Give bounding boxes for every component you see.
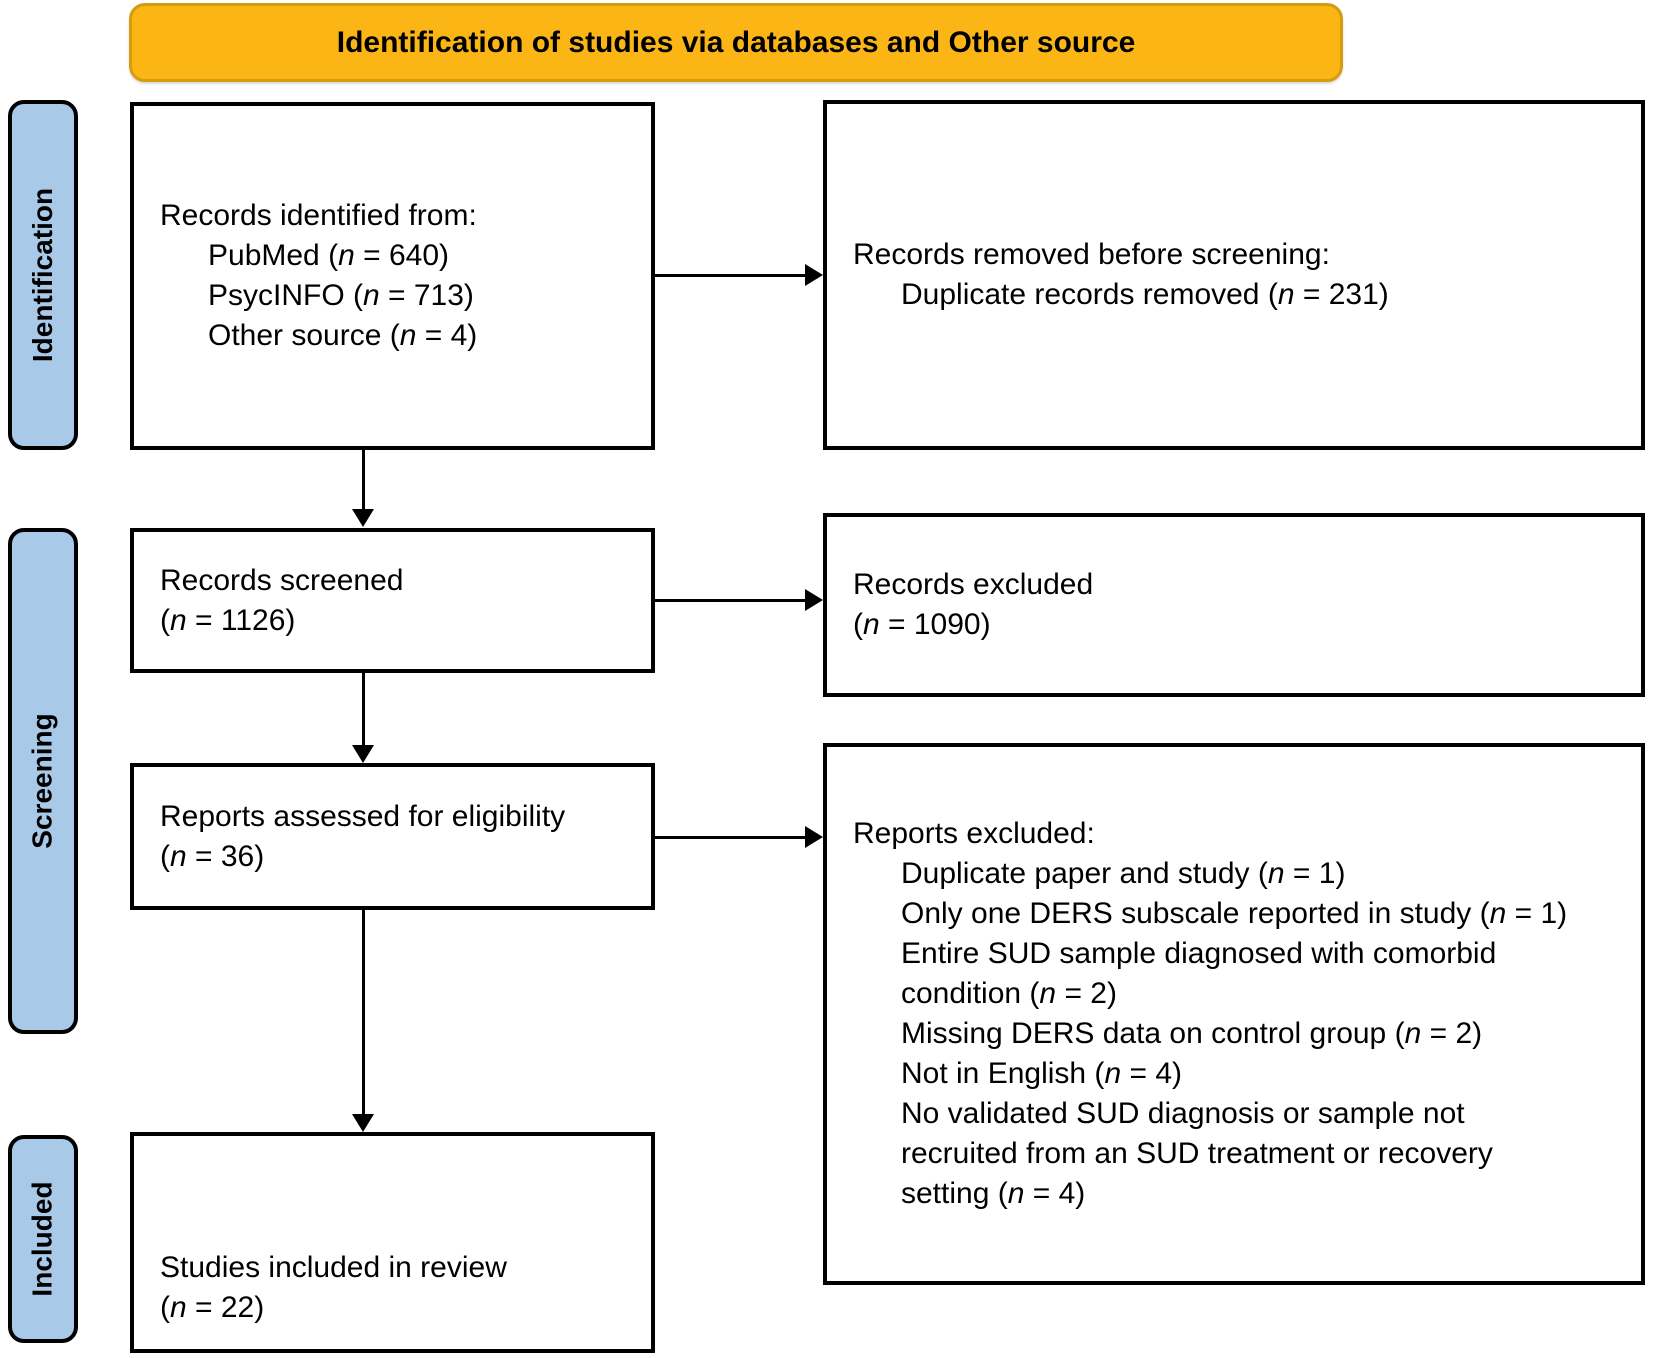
arrow-identified-to-screened-line (362, 450, 365, 510)
text-line: (n = 1126) (160, 603, 296, 637)
text-line: Other source (n = 4) (208, 319, 478, 352)
text-line: Duplicate records removed (n = 231) (901, 278, 1389, 311)
text-line: Records removed before screening: (853, 238, 1330, 271)
text-line: Records identified from: (160, 199, 477, 232)
text-line: Reports assessed for eligibility (160, 799, 566, 833)
box-reports-excluded (823, 743, 1645, 1285)
text-line: setting (n = 4) (901, 1177, 1086, 1210)
text-line: (n = 36) (160, 839, 265, 873)
arrow-assessed-to-reports-excluded-line (655, 836, 805, 839)
text-line: No validated SUD diagnosis or sample not (901, 1097, 1465, 1130)
arrow-assessed-to-reports-excluded-head (805, 826, 823, 848)
arrow-identified-to-screened-head (352, 509, 374, 527)
box-studies-included (130, 1132, 655, 1353)
arrow-screened-to-excluded-head (805, 589, 823, 611)
text-line: Missing DERS data on control group (n = 2) (901, 1017, 1483, 1050)
stage-label-identification-text: Identification (27, 187, 59, 363)
text-line: (n = 1090) (853, 608, 991, 641)
text-line: Duplicate paper and study (n = 1) (901, 857, 1346, 890)
banner-title: Identification of studies via databases and Other source (336, 25, 1136, 59)
arrow-screened-to-excluded-line (655, 599, 805, 602)
stage-label-screening (8, 528, 78, 1034)
text-line: condition (n = 2) (901, 977, 1117, 1010)
box-records-removed (823, 100, 1645, 450)
box-reports-assessed (130, 763, 655, 910)
arrow-assessed-to-included-head (352, 1114, 374, 1132)
arrow-screened-to-assessed-head (352, 745, 374, 763)
text-line: PsycINFO (n = 713) (208, 279, 474, 312)
text-line: (n = 22) (160, 1290, 265, 1324)
arrow-identified-to-removed-head (805, 264, 823, 286)
box-records-excluded (823, 513, 1645, 697)
text-line: Records screened (160, 563, 404, 597)
text-line: PubMed (n = 640) (208, 239, 449, 272)
box-records-screened (130, 528, 655, 673)
text-line: Studies included in review (160, 1250, 507, 1284)
text-line: recruited from an SUD treatment or recovery (901, 1137, 1493, 1170)
stage-label-included (8, 1135, 78, 1343)
stage-label-screening-text: Screening (27, 713, 59, 849)
box-records-identified (130, 102, 655, 450)
stage-label-included-text: Included (27, 1181, 58, 1297)
text-line: Records excluded (853, 568, 1094, 601)
arrow-identified-to-removed-line (655, 274, 805, 277)
banner (129, 3, 1343, 82)
arrow-screened-to-assessed-line (362, 673, 365, 745)
text-line: Only one DERS subscale reported in study (n = 1) (901, 897, 1568, 930)
stage-label-identification (8, 100, 78, 450)
arrow-assessed-to-included-line (362, 910, 365, 1114)
text-line: Entire SUD sample diagnosed with comorbid (901, 937, 1497, 970)
text-line: Not in English (n = 4) (901, 1057, 1182, 1090)
text-line: Reports excluded: (853, 817, 1095, 850)
